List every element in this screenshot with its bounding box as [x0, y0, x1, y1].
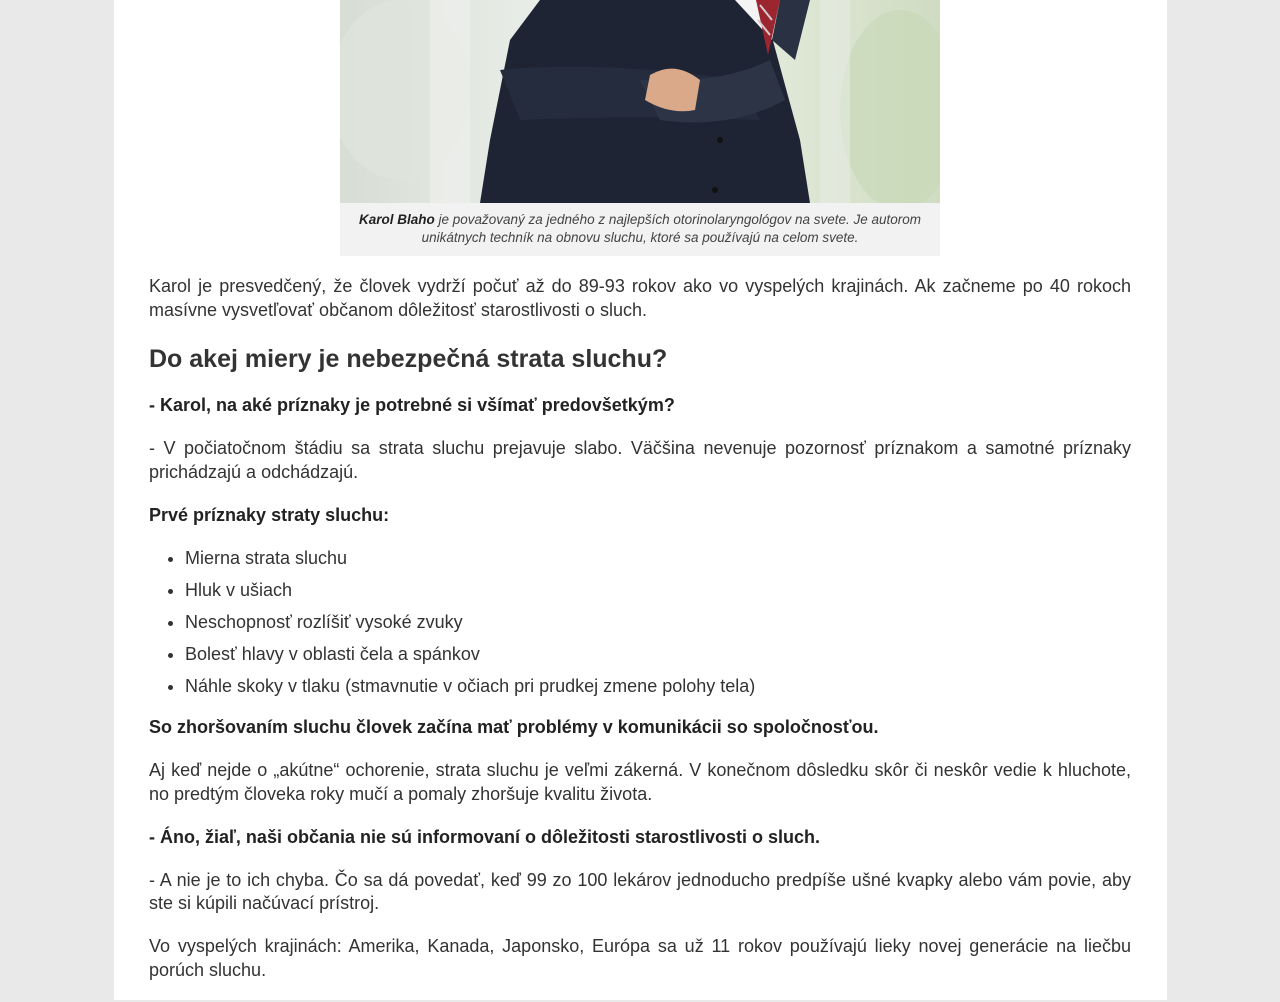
interview-question-2: - Áno, žiaľ, naši občania nie sú informovaní o dôležitosti starostlivosti o sluch.	[149, 826, 821, 847]
article-page	[114, 0, 1167, 1000]
list-item: • Bolesť hlavy v oblasti čela a spánkov	[185, 643, 1131, 667]
list-item: • Mierna strata sluchu	[185, 547, 1131, 571]
figure-caption	[340, 211, 940, 246]
interview-answer-2: - A nie je to ich chyba. Čo sa dá povedať, keď 99 zo 100 lekárov jednoducho predpíše ušné kvapky alebo vám povie, aby ste si kúpili načúvací prístroj.	[149, 869, 1131, 914]
interview-answer-1: - V počiatočnom štádiu sa strata sluchu prejavuje slabo. Väčšina nevenuje pozornosť príznakom a samotné príznaky prichádzajú a odchádzajú.	[149, 438, 1131, 482]
paragraph-intro: Karol je presvedčený, že človek vydrží počuť až do 89-93 rokov ako vo vyspelých krajinách. Ak začneme po 40 rokoch masívne vysvetľovať občanom dôležitosť starostlivosti o sluch.	[149, 276, 1131, 320]
doctor-photo	[340, 0, 940, 203]
author-figure	[340, 0, 940, 256]
paragraph-developed-countries: Vo vyspelých krajinách: Amerika, Kanada, Japonsko, Európa sa už 11 rokov používajú lieky novej generácie na liečbu porúch sluchu.	[149, 936, 1131, 980]
interview-question-1: - Karol, na aké príznaky je potrebné si všímať predovšetkým?	[149, 395, 675, 415]
list-item: • Hluk v ušiach	[185, 579, 1131, 603]
section-heading: Do akej miery je nebezpečná strata sluchu?	[149, 345, 668, 373]
list-item: • Neschopnosť rozlíšiť vysoké zvuky	[185, 611, 1131, 635]
list-item: • Náhle skoky v tlaku (stmavnutie v očiach pri prudkej zmene polohy tela)	[185, 675, 1131, 699]
article-content	[149, 275, 1131, 1002]
symptoms-list	[149, 547, 1131, 699]
paragraph-communication: So zhoršovaním sluchu človek začína mať problémy v komunikácii so spoločnosťou.	[149, 717, 879, 738]
paragraph-insidious: Aj keď nejde o „akútne“ ochorenie, strata sluchu je veľmi zákerná. V konečnom dôsledku skôr či neskôr vedie k hluchote, no predtým človeka roky mučí a pomaly zhoršuje kvalitu života.	[149, 760, 1131, 804]
caption-author-name: Karol Blaho	[358, 212, 435, 227]
caption-text: je považovaný za jedného z najlepších otorinolaryngológov na svete. Je autorom unikátnych techník na obnovu sluchu, ktoré sa používajú na celom svete.	[421, 212, 922, 245]
symptoms-title: Prvé príznaky straty sluchu:	[149, 504, 390, 525]
